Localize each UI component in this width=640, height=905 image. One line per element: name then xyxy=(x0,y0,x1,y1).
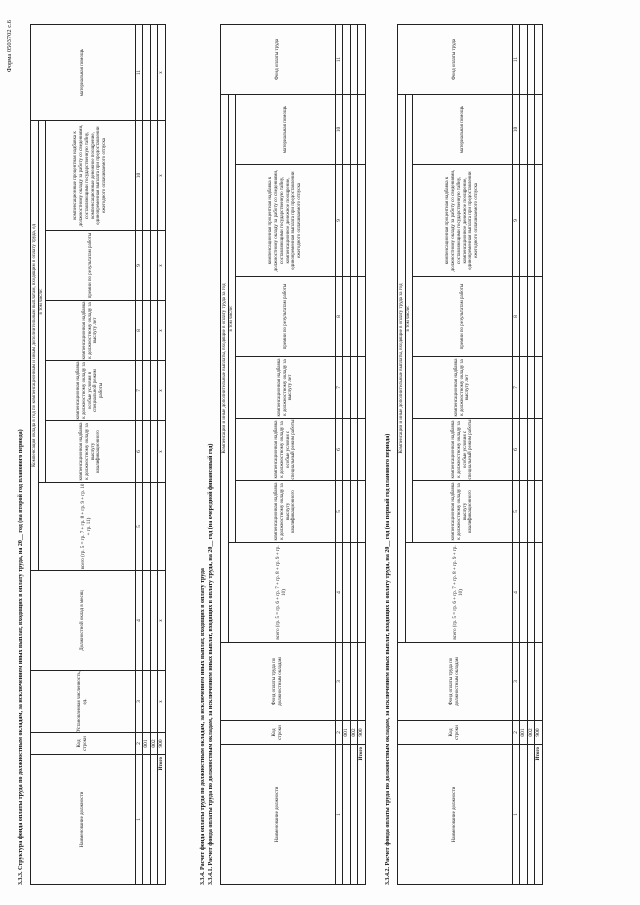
cell-input[interactable] xyxy=(527,277,534,357)
group-header: Компенсация оклада в год по компенсационным и иным дополнительным выплатам, входящим в оплату труда, ед xyxy=(31,120,39,570)
row-code: 001 xyxy=(143,733,150,755)
including-header: в том числе: xyxy=(406,94,413,542)
cell-input[interactable] xyxy=(357,357,365,419)
col-num: 6 xyxy=(136,421,143,483)
cell-input[interactable] xyxy=(357,543,365,643)
cell-input[interactable] xyxy=(520,357,527,419)
col-total-header: всего (гр. 5 = гр. 7 + гр. 8 + гр. 9 + гр. 10 + гр. 11) xyxy=(39,483,136,571)
cell-input[interactable] xyxy=(520,165,527,277)
x-mark: х xyxy=(157,421,165,483)
cell-input[interactable] xyxy=(527,165,534,277)
cell-input[interactable] xyxy=(150,361,157,421)
cell-input[interactable] xyxy=(357,643,365,721)
cell-input[interactable] xyxy=(357,419,365,481)
col-num: 8 xyxy=(336,277,343,357)
cell-input[interactable] xyxy=(527,481,534,543)
cell-input[interactable] xyxy=(143,483,150,571)
col-num: 11 xyxy=(136,24,143,120)
cell-input[interactable] xyxy=(343,419,350,481)
cell-input[interactable] xyxy=(527,419,534,481)
cell-input[interactable] xyxy=(150,671,157,733)
cell-input[interactable] xyxy=(350,745,357,885)
cell-input[interactable] xyxy=(350,543,357,643)
col-code-header: Код строки xyxy=(221,721,336,745)
col-name-header: Наименование должности xyxy=(398,745,513,885)
col-7-header: компенсационная надбавка к должностному окладу за выслугу лет xyxy=(236,357,336,419)
col-fot-header: Фонд оплаты труда xyxy=(221,24,336,94)
col-num: 2 xyxy=(336,721,343,745)
cell-input[interactable] xyxy=(357,481,365,543)
cell-input[interactable] xyxy=(143,231,150,301)
cell-input[interactable] xyxy=(527,745,534,885)
col-num: 5 xyxy=(336,481,343,543)
cell-input[interactable] xyxy=(143,301,150,361)
cell-input[interactable] xyxy=(150,483,157,571)
col-code-header: Код строки xyxy=(31,733,136,755)
col-name-header: Наименование должности xyxy=(31,755,136,885)
cell-input[interactable] xyxy=(343,481,350,543)
cell-input[interactable] xyxy=(534,165,542,277)
col-salary-header: Должностной оклад в месяц xyxy=(31,571,136,671)
cell-input[interactable] xyxy=(143,361,150,421)
col-code-header: Код строки xyxy=(398,721,513,745)
col-num: 9 xyxy=(336,165,343,277)
cell-input[interactable] xyxy=(150,301,157,361)
cell-input[interactable] xyxy=(357,24,365,94)
col-num: 8 xyxy=(136,301,143,361)
cell-input[interactable] xyxy=(150,755,157,885)
including-header: в том числе: xyxy=(39,120,46,482)
cell-input[interactable] xyxy=(343,277,350,357)
section-3341-table xyxy=(220,24,366,885)
col-fund-header: Фонд оплаты труда по должностным окладам xyxy=(398,643,513,721)
cell-input[interactable] xyxy=(350,419,357,481)
total-code: 900 xyxy=(157,733,165,755)
cell-input[interactable] xyxy=(534,419,542,481)
col-num: 10 xyxy=(136,120,143,230)
cell-input[interactable] xyxy=(534,357,542,419)
cell-input[interactable] xyxy=(343,543,350,643)
table-row xyxy=(343,24,350,884)
cell-input[interactable] xyxy=(143,671,150,733)
section-333-table xyxy=(30,24,166,885)
col-num: 11 xyxy=(336,24,343,94)
table-row xyxy=(143,24,150,884)
cell-input[interactable] xyxy=(150,231,157,301)
col-fot-header: Фонд оплаты труда xyxy=(398,24,513,94)
col-num: 4 xyxy=(136,571,143,671)
cell-input[interactable] xyxy=(343,165,350,277)
cell-input[interactable] xyxy=(520,643,527,721)
col-staff-header: Установленная численность, ед. xyxy=(31,671,136,733)
row-code: 001 xyxy=(343,721,350,745)
cell-input[interactable] xyxy=(343,745,350,885)
cell-input[interactable] xyxy=(534,94,542,164)
row-code: 001 xyxy=(520,721,527,745)
cell-input[interactable] xyxy=(350,643,357,721)
cell-input[interactable] xyxy=(150,24,157,120)
x-mark: х xyxy=(157,231,165,301)
cell-input[interactable] xyxy=(143,120,150,230)
col-num: 5 xyxy=(513,481,520,543)
x-mark: х xyxy=(157,301,165,361)
cell-input[interactable] xyxy=(150,421,157,483)
total-label: Итого xyxy=(534,745,542,885)
total-label: Итого xyxy=(357,745,365,885)
col-num: 3 xyxy=(513,643,520,721)
cell-input[interactable] xyxy=(343,357,350,419)
cell-input[interactable] xyxy=(527,24,534,94)
col-num: 2 xyxy=(136,733,143,755)
table-row xyxy=(527,24,534,884)
cell-input[interactable] xyxy=(534,543,542,643)
section-333-title: 3.3.3. Структура фонда оплаты труда по должностным окладам, за исключением иных выплат, входящих в оплату труда, на 20__ год (на второй год планового периода) xyxy=(18,429,24,885)
col-11-header: материальная помощь xyxy=(31,24,136,120)
col-8-header: компенсационная надбавка к должностному окладу за выслугу лет xyxy=(46,301,136,361)
col-num: 9 xyxy=(513,165,520,277)
cell-input[interactable] xyxy=(520,277,527,357)
x-mark: х xyxy=(157,671,165,733)
cell-input[interactable] xyxy=(520,481,527,543)
col-9-header: компенсационная процентная надбавка к должностному окладу за работу со сведениями, составляющими государственную тайну, компенсационное денежное поощрение, единовременная выплата при предоставлении ежегодного оплачиваемого отпуска xyxy=(236,165,336,277)
group-header: Компенсации и иные дополнительные выплаты, входящие в оплату труда за год xyxy=(398,94,406,642)
cell-input[interactable] xyxy=(143,24,150,120)
cell-input[interactable] xyxy=(357,277,365,357)
col-total-header: всего (гр. 5 = гр. 6 + гр. 7 + гр. 8 + гр. 9 + гр. 10) xyxy=(406,543,513,643)
x-mark: х xyxy=(157,361,165,421)
col-num: 4 xyxy=(513,543,520,643)
table-row xyxy=(150,24,157,884)
x-mark: х xyxy=(157,120,165,230)
cell-input[interactable] xyxy=(520,745,527,885)
cell-input[interactable] xyxy=(520,24,527,94)
col-9-header: премии по результатам работы xyxy=(46,231,136,301)
total-row xyxy=(534,24,542,884)
cell-input[interactable] xyxy=(157,483,165,571)
col-num: 3 xyxy=(136,671,143,733)
cell-input[interactable] xyxy=(534,481,542,543)
cell-input[interactable] xyxy=(143,755,150,885)
cell-input[interactable] xyxy=(357,165,365,277)
col-num: 7 xyxy=(336,357,343,419)
cell-input[interactable] xyxy=(343,643,350,721)
cell-input[interactable] xyxy=(534,24,542,94)
cell-input[interactable] xyxy=(150,571,157,671)
col-num: 8 xyxy=(513,277,520,357)
cell-input[interactable] xyxy=(527,94,534,164)
cell-input[interactable] xyxy=(527,543,534,643)
col-num: 7 xyxy=(513,357,520,419)
col-fund-header: Фонд оплаты труда по должностным окладам xyxy=(221,643,336,721)
col-num: 7 xyxy=(136,361,143,421)
col-num: 4 xyxy=(336,543,343,643)
col-6-header: компенсационная надбавка к должностному окладу за выслугу квалификационного xyxy=(46,421,136,483)
col-num: 1 xyxy=(136,755,143,885)
col-num: 6 xyxy=(513,419,520,481)
col-6-header: компенсационная надбавка к должностному окладу за особые условия с специальный режим работы xyxy=(413,419,513,481)
cell-input[interactable] xyxy=(527,643,534,721)
cell-input[interactable] xyxy=(350,481,357,543)
x-mark: х xyxy=(157,571,165,671)
cell-input[interactable] xyxy=(350,94,357,164)
x-mark: х xyxy=(157,24,165,120)
section-334-title: 3.3.4. Расчет фонда оплаты труда по должностным окладам, за исключением иных выплат, входящих в оплату труда xyxy=(200,568,206,885)
table-row xyxy=(350,24,357,884)
total-row xyxy=(157,24,165,884)
section-3342-title: 3.3.4.2. Расчет фонда оплаты труда по должностным окладам, за исключением иных выплат, входящих в оплату труда, на 20__ год (на первый год планового периода) xyxy=(385,433,391,885)
cell-input[interactable] xyxy=(520,419,527,481)
col-num: 10 xyxy=(513,94,520,164)
col-name-header: Наименование должности xyxy=(221,745,336,885)
cell-input[interactable] xyxy=(150,120,157,230)
cell-input[interactable] xyxy=(520,543,527,643)
col-5-header: компенсационная надбавка к должностному окладу за выслугу квалификационного xyxy=(236,481,336,543)
total-code: 900 xyxy=(357,721,365,745)
total-code: 900 xyxy=(534,721,542,745)
col-5-header: компенсационная надбавка к должностному окладу за выслугу квалификационного xyxy=(413,481,513,543)
col-num: 6 xyxy=(336,419,343,481)
col-9-header: компенсационная процентная надбавка к должностному окладу за работу со сведениями, составляющими государственную тайну, компенсационное денежное поощрение, единовременная выплата при предоставлении ежегодного оплачиваемого отпуска xyxy=(413,165,513,277)
cell-input[interactable] xyxy=(343,24,350,94)
cell-input[interactable] xyxy=(350,277,357,357)
cell-input[interactable] xyxy=(343,94,350,164)
col-10-header: материальная помощь xyxy=(413,94,513,164)
col-6-header: компенсационная надбавка к должностному окладу за особые условия с специальный режим работы xyxy=(236,419,336,481)
col-total-header: всего (гр. 5 = гр. 6 + гр. 7 + гр. 8 + гр. 9 + гр. 10) xyxy=(229,543,336,643)
col-num: 10 xyxy=(336,94,343,164)
col-7-header: компенсационная надбавка к должностному окладу за особые условия в специальной режим работы xyxy=(46,361,136,421)
cell-input[interactable] xyxy=(520,94,527,164)
table-row xyxy=(520,24,527,884)
col-10-header: материальная помощь xyxy=(236,94,336,164)
cell-input[interactable] xyxy=(350,357,357,419)
including-header: в том числе: xyxy=(229,94,236,542)
col-10-header: компенсационные процентная надбавка к должностному окладу за работу со сведениями, составляющими государственную тайну, компенсационные денежное поощрение, единовременная выплата при предоставлении ежегодного оплачиваемого отпуска xyxy=(46,120,136,230)
cell-input[interactable] xyxy=(350,165,357,277)
total-label: Итого xyxy=(157,755,165,885)
col-num: 1 xyxy=(513,745,520,885)
section-3342-table xyxy=(397,24,543,885)
cell-input[interactable] xyxy=(143,421,150,483)
group-header: Компенсации и иные дополнительные выплаты, входящие в оплату труда за год xyxy=(221,94,229,642)
form-code: Форма 0503702 с.6 xyxy=(6,20,13,73)
col-num: 3 xyxy=(336,643,343,721)
row-code: 002 xyxy=(527,721,534,745)
col-num: 2 xyxy=(513,721,520,745)
cell-input[interactable] xyxy=(350,24,357,94)
cell-input[interactable] xyxy=(534,277,542,357)
row-code: 002 xyxy=(150,733,157,755)
col-num: 5 xyxy=(136,483,143,571)
col-8-header: премии по результатам работы xyxy=(236,277,336,357)
cell-input[interactable] xyxy=(527,357,534,419)
total-row xyxy=(357,24,365,884)
col-7-header: компенсационная надбавка к должностному окладу за выслугу лет xyxy=(413,357,513,419)
cell-input[interactable] xyxy=(143,571,150,671)
col-8-header: премии по результатам работы xyxy=(413,277,513,357)
col-num: 1 xyxy=(336,745,343,885)
row-code: 002 xyxy=(350,721,357,745)
cell-input[interactable] xyxy=(357,94,365,164)
section-3341-title: 3.3.4.1. Расчет фонда оплаты труда по должностным окладам, за исключением иных выплат, входящих в оплату труда, на 20__ год (на очередной финансовый год) xyxy=(208,443,214,885)
col-num: 11 xyxy=(513,24,520,94)
col-num: 9 xyxy=(136,231,143,301)
cell-input[interactable] xyxy=(534,643,542,721)
